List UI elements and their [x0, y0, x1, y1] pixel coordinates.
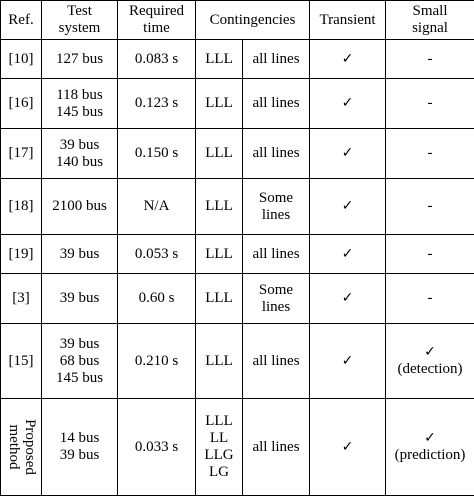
cell-test-system [42, 324, 118, 399]
cell-transient [310, 235, 386, 274]
rotated-ref-label [6, 399, 38, 495]
cell-test-system-line: 39 bus [42, 290, 117, 307]
cell-test-system-line: 145 bus [42, 104, 117, 121]
cell-ref: [17] [1, 129, 42, 179]
cell-contingency-scope-line: all lines [243, 246, 309, 263]
cell-small-signal [386, 235, 474, 274]
cell-small-signal [386, 40, 474, 79]
cell-contingency-type-line: LL [196, 430, 242, 447]
check-icon: ✓ [386, 430, 474, 447]
cell-contingency-scope-line: Some [243, 282, 309, 299]
cell-test-system [42, 129, 118, 179]
cell-contingency-type [196, 40, 243, 79]
cell-ref: [16] [1, 79, 42, 129]
cell-contingency-scope [243, 129, 310, 179]
table-row [1, 79, 474, 129]
cell-test-system [42, 79, 118, 129]
cell-test-system-line: 140 bus [42, 154, 117, 171]
header-contingencies: Contingencies [196, 1, 310, 40]
header-ref: Ref. [1, 1, 42, 40]
cell-small-signal-line: - [386, 145, 474, 162]
cell-transient [310, 324, 386, 399]
header-small-signal-line: Small [386, 3, 474, 20]
cell-test-system [42, 40, 118, 79]
table-row [1, 324, 474, 399]
cell-contingency-scope [243, 324, 310, 399]
cell-required-time: 0.210 s [118, 324, 196, 399]
cell-transient [310, 79, 386, 129]
cell-transient [310, 274, 386, 324]
cell-contingency-type-line: LLL [196, 353, 242, 370]
cell-small-signal [386, 79, 474, 129]
header-required-time-line: time [118, 20, 195, 37]
cell-required-time: 0.053 s [118, 235, 196, 274]
check-icon: ✓ [342, 145, 354, 161]
cell-contingency-type [196, 324, 243, 399]
cell-contingency-type-line: LLG [196, 447, 242, 464]
cell-required-time: 0.150 s [118, 129, 196, 179]
cell-small-signal-line: - [386, 198, 474, 215]
cell-ref: [10] [1, 40, 42, 79]
cell-contingency-scope [243, 40, 310, 79]
header-small-signal [386, 1, 474, 40]
cell-test-system [42, 274, 118, 324]
cell-contingency-scope-line: all lines [243, 145, 309, 162]
cell-required-time: 0.083 s [118, 40, 196, 79]
cell-transient [310, 129, 386, 179]
cell-small-signal-line: (prediction) [386, 447, 474, 464]
cell-test-system-line: 39 bus [42, 447, 117, 464]
cell-contingency-scope-line: all lines [243, 51, 309, 68]
header-transient: Transient [310, 1, 386, 40]
cell-test-system [42, 235, 118, 274]
check-icon: ✓ [342, 198, 354, 214]
cell-small-signal-line: - [386, 95, 474, 112]
table-row [1, 40, 474, 79]
cell-contingency-type-line: LLL [196, 290, 242, 307]
table-body [1, 40, 474, 496]
cell-contingency-type-line: LLL [196, 198, 242, 215]
cell-test-system-line: 145 bus [42, 370, 117, 387]
cell-ref: [15] [1, 324, 42, 399]
cell-small-signal [386, 399, 474, 496]
cell-contingency-scope-line: lines [243, 299, 309, 316]
cell-ref-line: Proposed [22, 399, 38, 495]
cell-transient [310, 40, 386, 79]
cell-transient [310, 179, 386, 235]
cell-contingency-type-line: LG [196, 464, 242, 481]
cell-contingency-type [196, 235, 243, 274]
cell-contingency-type [196, 129, 243, 179]
cell-ref-line: method [6, 399, 22, 495]
cell-contingency-scope-line: all lines [243, 353, 309, 370]
table-header [1, 1, 474, 40]
cell-contingency-scope-line: all lines [243, 439, 309, 456]
cell-contingency-type [196, 179, 243, 235]
cell-ref: [3] [1, 274, 42, 324]
cell-test-system-line: 2100 bus [42, 198, 117, 215]
cell-contingency-scope [243, 399, 310, 496]
cell-transient [310, 399, 386, 496]
cell-small-signal-line: (detection) [386, 361, 474, 378]
cell-contingency-type [196, 79, 243, 129]
cell-required-time: 0.60 s [118, 274, 196, 324]
cell-test-system-line: 68 bus [42, 353, 117, 370]
cell-small-signal [386, 179, 474, 235]
cell-contingency-scope [243, 235, 310, 274]
cell-small-signal-line: - [386, 51, 474, 68]
rotated-ref-wrap [1, 399, 42, 495]
cell-contingency-scope [243, 274, 310, 324]
cell-test-system [42, 399, 118, 496]
header-test-system [42, 1, 118, 40]
table-row [1, 399, 474, 496]
header-row [1, 1, 474, 40]
table-row [1, 179, 474, 235]
cell-ref: [19] [1, 235, 42, 274]
header-test-system-line: Test [42, 3, 117, 20]
cell-small-signal-line: - [386, 290, 474, 307]
check-icon: ✓ [342, 439, 354, 455]
cell-small-signal [386, 129, 474, 179]
check-icon: ✓ [342, 51, 354, 67]
cell-contingency-type-line: LLL [196, 145, 242, 162]
header-small-signal-line: signal [386, 20, 474, 37]
cell-test-system [42, 179, 118, 235]
header-test-system-line: system [42, 20, 117, 37]
cell-contingency-scope-line: Some [243, 190, 309, 207]
cell-required-time: 0.123 s [118, 79, 196, 129]
table-row [1, 129, 474, 179]
cell-contingency-type [196, 399, 243, 496]
cell-contingency-scope-line: lines [243, 207, 309, 224]
cell-contingency-type [196, 274, 243, 324]
cell-contingency-type-line: LLL [196, 95, 242, 112]
cell-test-system-line: 39 bus [42, 336, 117, 353]
cell-contingency-scope-line: all lines [243, 95, 309, 112]
table-row [1, 274, 474, 324]
cell-ref [1, 399, 42, 496]
cell-contingency-type-line: LLL [196, 413, 242, 430]
cell-required-time: 0.033 s [118, 399, 196, 496]
cell-test-system-line: 118 bus [42, 87, 117, 104]
check-icon: ✓ [342, 353, 354, 369]
header-required-time [118, 1, 196, 40]
check-icon: ✓ [342, 290, 354, 306]
cell-small-signal [386, 274, 474, 324]
header-required-time-line: Required [118, 3, 195, 20]
cell-small-signal-line: - [386, 246, 474, 263]
cell-contingency-type-line: LLL [196, 51, 242, 68]
cell-test-system-line: 39 bus [42, 137, 117, 154]
cell-ref: [18] [1, 179, 42, 235]
cell-required-time: N/A [118, 179, 196, 235]
cell-contingency-scope [243, 179, 310, 235]
check-icon: ✓ [342, 95, 354, 111]
table-row [1, 235, 474, 274]
check-icon: ✓ [342, 246, 354, 262]
cell-test-system-line: 39 bus [42, 246, 117, 263]
cell-contingency-type-line: LLL [196, 246, 242, 263]
cell-small-signal [386, 324, 474, 399]
check-icon: ✓ [386, 344, 474, 361]
cell-test-system-line: 127 bus [42, 51, 117, 68]
cell-contingency-scope [243, 79, 310, 129]
cell-test-system-line: 14 bus [42, 430, 117, 447]
